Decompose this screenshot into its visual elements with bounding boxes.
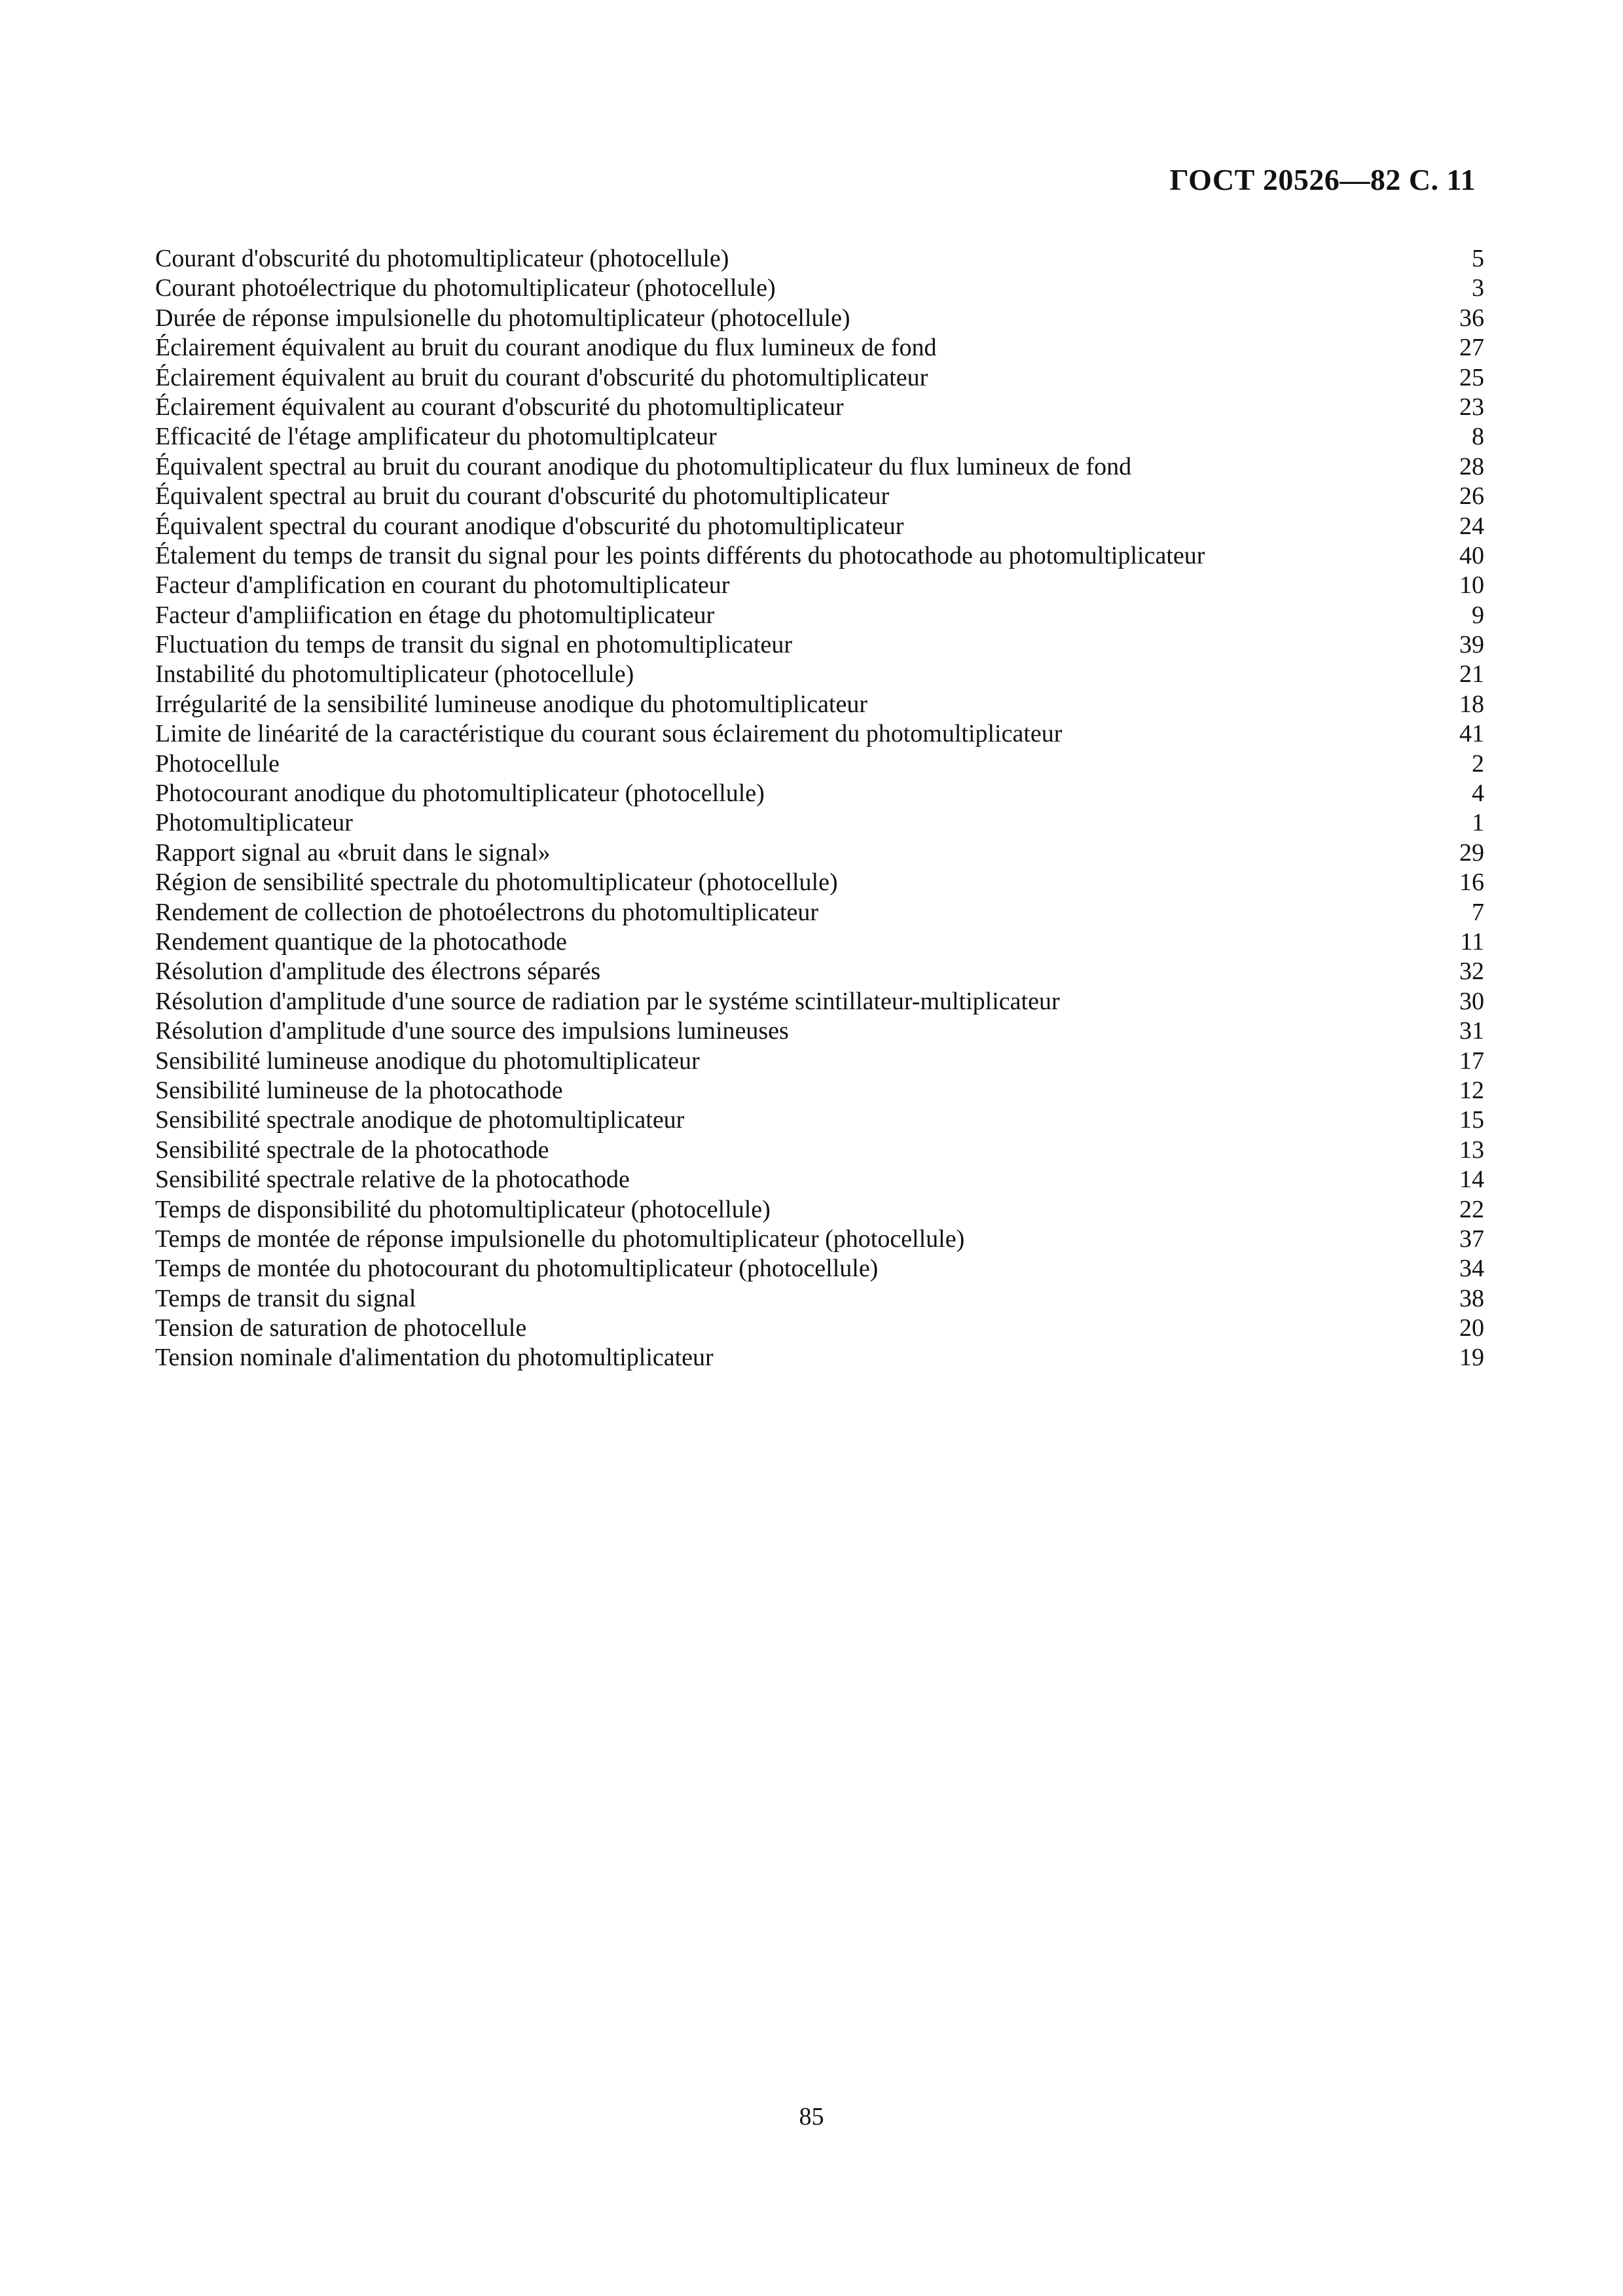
index-entry bbox=[155, 1195, 1484, 1225]
index-term: Efficacité de l'étage amplificateur du photomultiplcateur bbox=[155, 423, 717, 451]
index-number: 15 bbox=[1459, 1106, 1484, 1134]
index-term: Photocourant anodique du photomultiplicateur (photocellule) bbox=[155, 780, 765, 808]
index-term: Temps de transit du signal bbox=[155, 1284, 416, 1312]
index-entry bbox=[155, 1165, 1484, 1194]
index-term: Région de sensibilité spectrale du photomultiplicateur (photocellule) bbox=[155, 869, 838, 897]
index-number: 8 bbox=[1472, 423, 1484, 451]
index-term: Facteur d'amplification en courant du photomultiplicateur bbox=[155, 571, 730, 600]
index-entry bbox=[155, 660, 1484, 689]
index-number: 1 bbox=[1472, 809, 1484, 837]
index-term: Tension de saturation de photocellule bbox=[155, 1314, 527, 1342]
index-term: Rendement de collection de photoélectrons du photomultiplicateur bbox=[155, 898, 819, 926]
index-term: Temps de disponsibilité du photomultiplicateur (photocellule) bbox=[155, 1195, 771, 1223]
index-entry bbox=[155, 1136, 1484, 1165]
index-number: 40 bbox=[1459, 541, 1484, 569]
index-entry bbox=[155, 1016, 1484, 1046]
index-term: Tension nominale d'alimentation du photomultiplicateur bbox=[155, 1344, 714, 1372]
index-entry bbox=[155, 1254, 1484, 1283]
index-number: 10 bbox=[1459, 571, 1484, 600]
index-term: Rapport signal au «bruit dans le signal» bbox=[155, 838, 551, 867]
index-term: Durée de réponse impulsionelle du photomultiplicateur (photocellule) bbox=[155, 304, 850, 332]
index-term: Photocellule bbox=[155, 749, 280, 778]
index-number: 11 bbox=[1460, 927, 1484, 956]
index-entry bbox=[155, 690, 1484, 719]
index-entry bbox=[155, 601, 1484, 630]
index-number: 5 bbox=[1472, 245, 1484, 272]
index-entry bbox=[155, 1047, 1484, 1076]
index-number: 25 bbox=[1459, 363, 1484, 391]
index-entry bbox=[155, 808, 1484, 838]
index-number: 24 bbox=[1459, 512, 1484, 540]
index-term: Résolution d'amplitude d'une source des impulsions lumineuses bbox=[155, 1017, 789, 1045]
index-entry bbox=[155, 452, 1484, 482]
index-term: Photomultiplicateur bbox=[155, 809, 353, 837]
index-entry bbox=[155, 363, 1484, 393]
index-list bbox=[155, 244, 1484, 1373]
index-entry bbox=[155, 541, 1484, 571]
index-term: Courant d'obscurité du photomultiplicateur (photocellule) bbox=[155, 245, 729, 272]
index-term: Résolution d'amplitude d'une source de radiation par le systéme scintillateur-multiplicateur bbox=[155, 987, 1060, 1015]
index-entry bbox=[155, 1343, 1484, 1372]
index-number: 16 bbox=[1459, 869, 1484, 897]
index-term: Sensibilité lumineuse anodique du photomultiplicateur bbox=[155, 1047, 700, 1075]
index-term: Rendement quantique de la photocathode bbox=[155, 927, 567, 956]
index-entry bbox=[155, 422, 1484, 452]
index-term: Instabilité du photomultiplicateur (photocellule) bbox=[155, 660, 634, 689]
index-entry bbox=[155, 749, 1484, 779]
index-entry bbox=[155, 393, 1484, 422]
index-term: Équivalent spectral au bruit du courant anodique du photomultiplicateur du flux lumineux de fond bbox=[155, 452, 1132, 480]
index-number: 18 bbox=[1459, 690, 1484, 718]
index-entry bbox=[155, 927, 1484, 957]
index-term: Facteur d'ampliification en étage du photomultiplicateur bbox=[155, 601, 715, 629]
index-entry bbox=[155, 304, 1484, 333]
index-number: 28 bbox=[1459, 452, 1484, 480]
index-number: 26 bbox=[1459, 482, 1484, 511]
index-term: Sensibilité spectrale de la photocathode bbox=[155, 1136, 549, 1164]
index-number: 41 bbox=[1459, 720, 1484, 748]
index-number: 2 bbox=[1472, 749, 1484, 778]
index-number: 13 bbox=[1459, 1136, 1484, 1164]
index-entry bbox=[155, 512, 1484, 541]
index-term: Irrégularité de la sensibilité lumineuse anodique du photomultiplicateur bbox=[155, 690, 867, 718]
index-term: Résolution d'amplitude des électrons séparés bbox=[155, 958, 601, 986]
index-number: 7 bbox=[1472, 898, 1484, 926]
index-term: Équivalent spectral du courant anodique d'obscurité du photomultiplicateur bbox=[155, 512, 904, 540]
index-number: 19 bbox=[1459, 1344, 1484, 1372]
index-term: Temps de montée du photocourant du photomultiplicateur (photocellule) bbox=[155, 1255, 879, 1283]
index-number: 14 bbox=[1459, 1166, 1484, 1194]
index-entry bbox=[155, 898, 1484, 927]
index-entry bbox=[155, 1314, 1484, 1343]
index-entry bbox=[155, 1105, 1484, 1135]
index-term: Éclairement équivalent au bruit du courant d'obscurité du photomultiplicateur bbox=[155, 363, 928, 391]
index-number: 39 bbox=[1459, 631, 1484, 659]
index-term: Temps de montée de réponse impulsionelle du photomultiplicateur (photocellule) bbox=[155, 1225, 965, 1253]
index-number: 31 bbox=[1459, 1017, 1484, 1045]
index-entry bbox=[155, 868, 1484, 897]
index-term: Équivalent spectral au bruit du courant d'obscurité du photomultiplicateur bbox=[155, 482, 890, 511]
page-header: ГОСТ 20526—82 С. 11 bbox=[1169, 163, 1476, 196]
index-number: 17 bbox=[1459, 1047, 1484, 1075]
index-number: 29 bbox=[1459, 838, 1484, 867]
index-entry bbox=[155, 1076, 1484, 1105]
index-term: Fluctuation du temps de transit du signal en photomultiplicateur bbox=[155, 631, 793, 659]
index-entry bbox=[155, 274, 1484, 303]
index-entry bbox=[155, 571, 1484, 600]
index-number: 22 bbox=[1459, 1195, 1484, 1223]
index-term: Sensibilité spectrale anodique de photomultiplicateur bbox=[155, 1106, 685, 1134]
index-entry bbox=[155, 333, 1484, 363]
index-number: 37 bbox=[1459, 1225, 1484, 1253]
index-entry bbox=[155, 719, 1484, 749]
index-number: 34 bbox=[1459, 1255, 1484, 1283]
index-number: 20 bbox=[1459, 1314, 1484, 1342]
index-term: Éclairement équivalent au bruit du courant anodique du flux lumineux de fond bbox=[155, 334, 937, 362]
index-number: 23 bbox=[1459, 393, 1484, 421]
index-entry bbox=[155, 1225, 1484, 1254]
index-number: 21 bbox=[1459, 660, 1484, 689]
index-number: 4 bbox=[1472, 780, 1484, 808]
index-entry bbox=[155, 987, 1484, 1016]
index-number: 9 bbox=[1472, 601, 1484, 629]
index-number: 12 bbox=[1459, 1076, 1484, 1104]
index-term: Éclairement équivalent au courant d'obscurité du photomultiplicateur bbox=[155, 393, 844, 421]
index-entry bbox=[155, 482, 1484, 511]
index-term: Limite de linéarité de la caractéristique du courant sous éclairement du photomultiplicateur bbox=[155, 720, 1063, 748]
index-number: 30 bbox=[1459, 987, 1484, 1015]
index-number: 38 bbox=[1459, 1284, 1484, 1312]
index-entry bbox=[155, 630, 1484, 660]
index-entry bbox=[155, 779, 1484, 808]
index-term: Sensibilité lumineuse de la photocathode bbox=[155, 1076, 563, 1104]
index-number: 36 bbox=[1459, 304, 1484, 332]
index-entry bbox=[155, 1284, 1484, 1314]
index-number: 32 bbox=[1459, 958, 1484, 986]
index-term: Étalement du temps de transit du signal pour les points différents du photocathode au photomultiplicateur bbox=[155, 541, 1205, 569]
page-number: 85 bbox=[799, 2103, 824, 2130]
index-term: Sensibilité spectrale relative de la photocathode bbox=[155, 1166, 630, 1194]
index-term: Courant photoélectrique du photomultiplicateur (photocellule) bbox=[155, 274, 776, 302]
index-entry bbox=[155, 838, 1484, 868]
index-entry bbox=[155, 957, 1484, 986]
index-number: 27 bbox=[1459, 334, 1484, 362]
index-number: 3 bbox=[1472, 274, 1484, 302]
index-entry bbox=[155, 244, 1484, 274]
